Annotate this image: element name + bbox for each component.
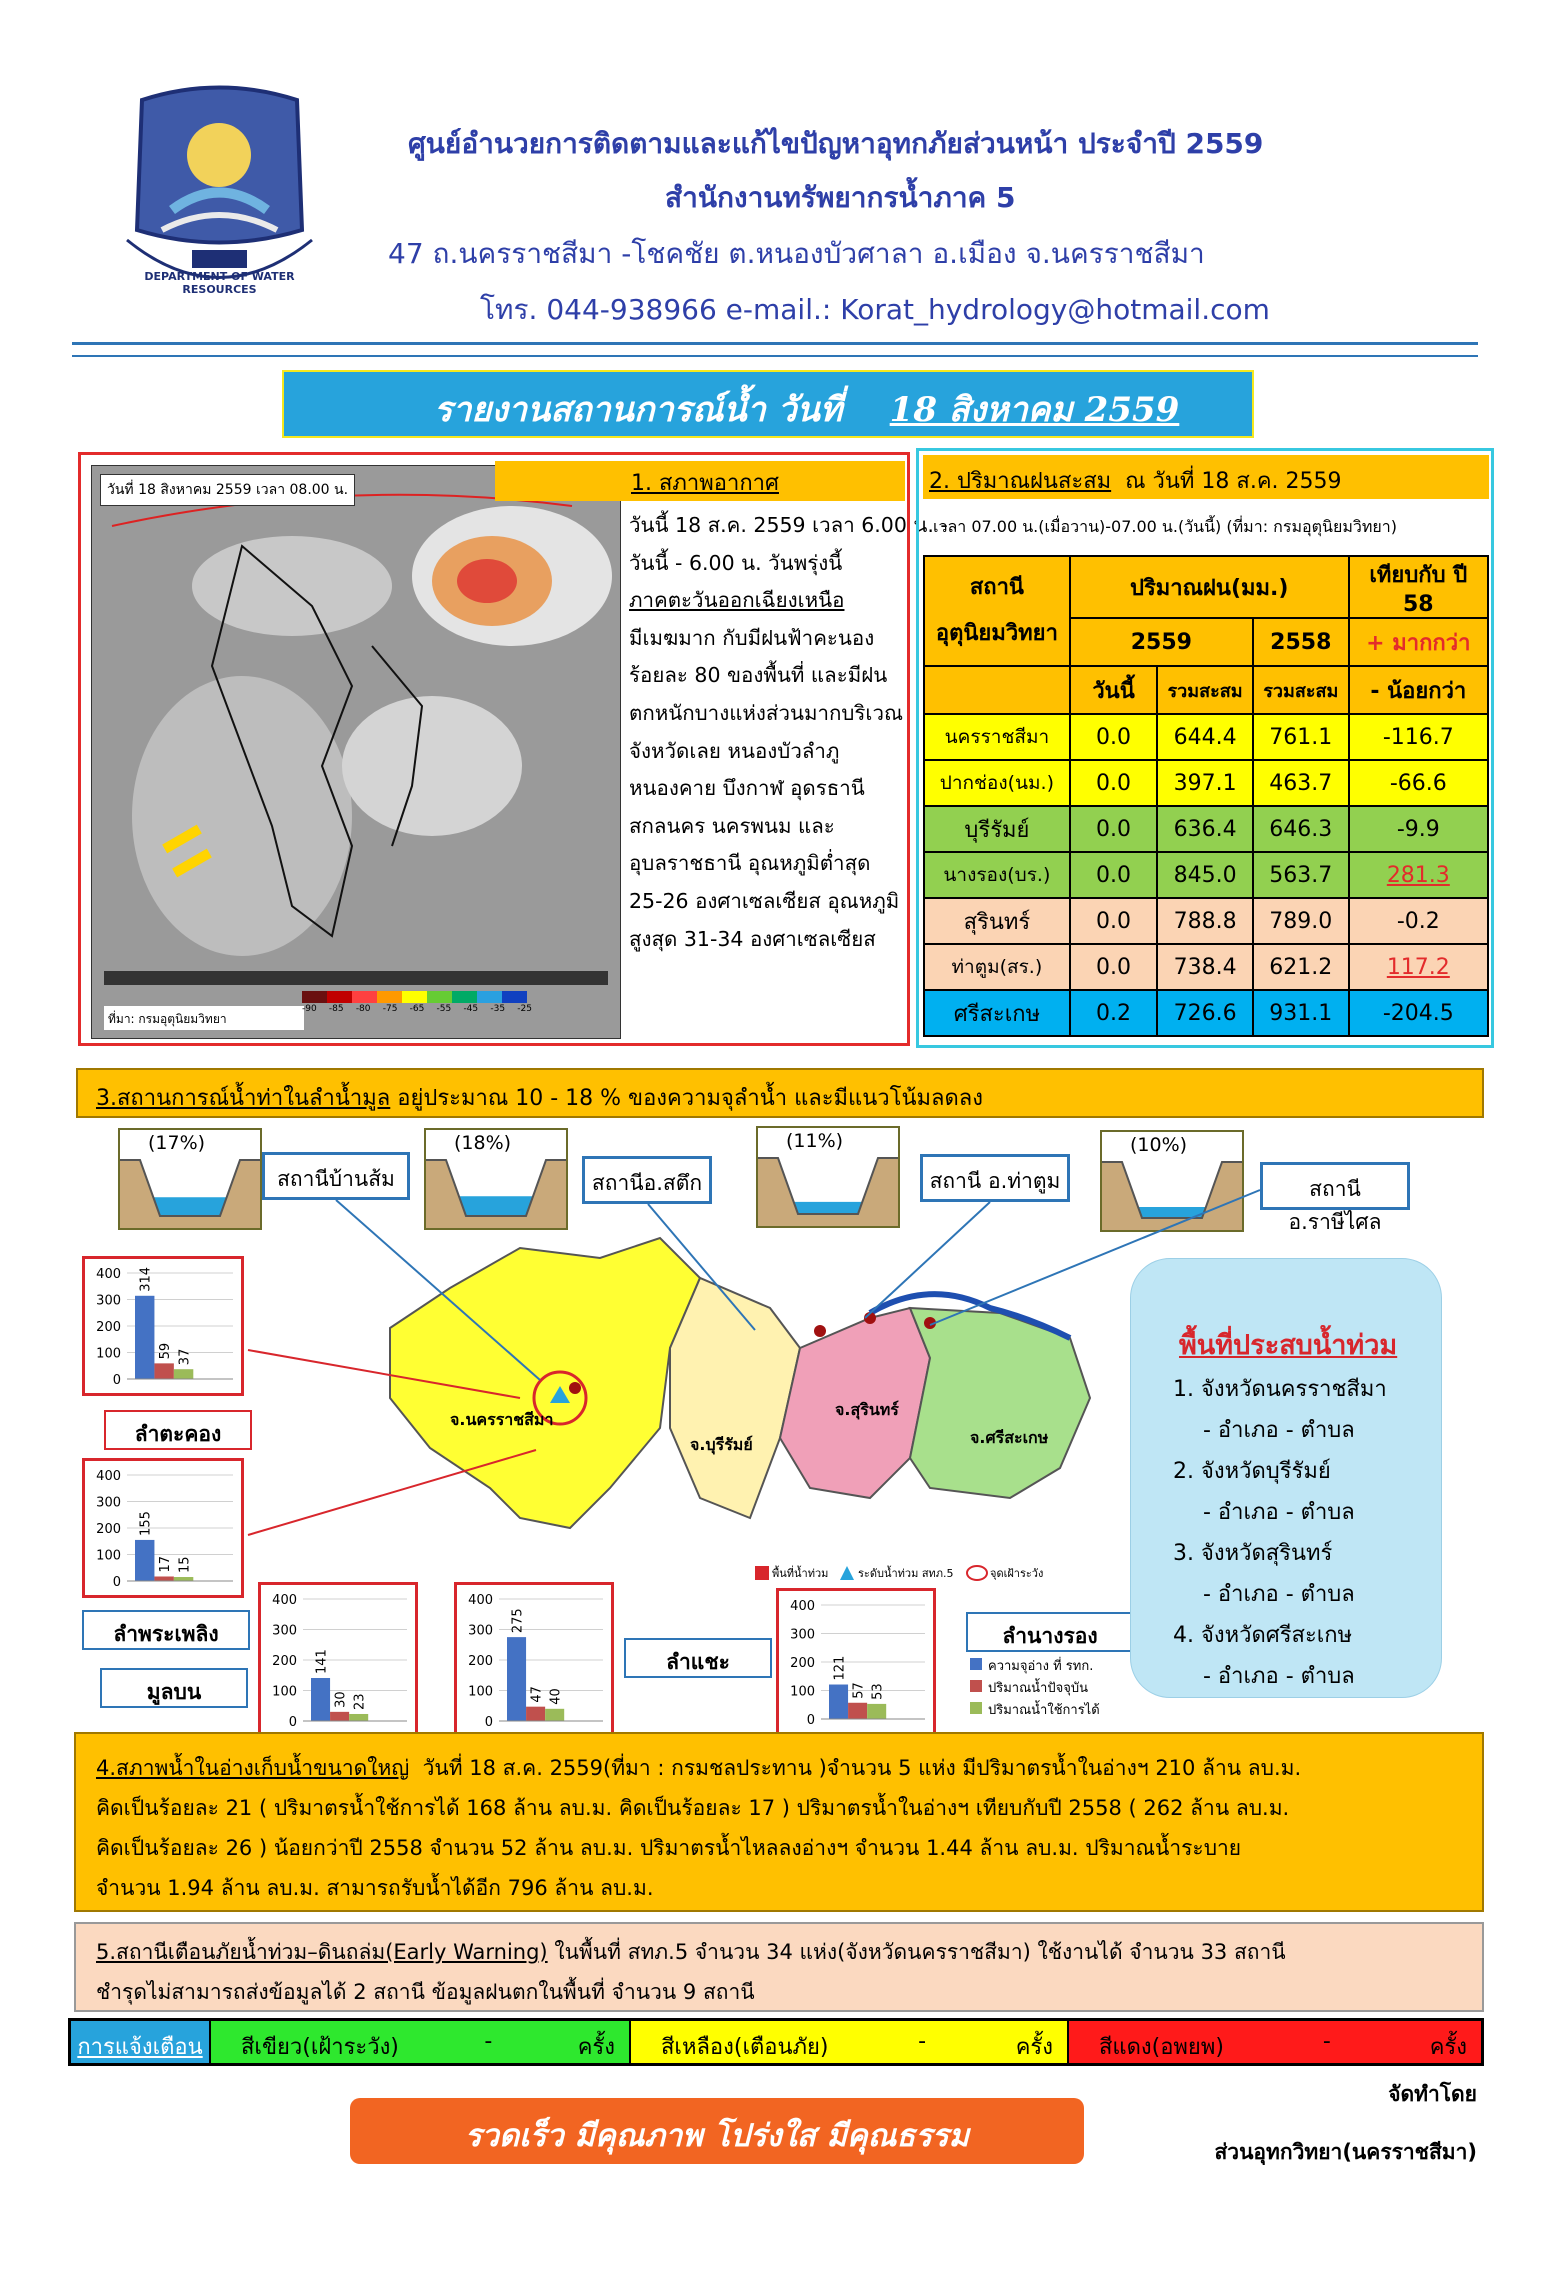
- reservoir-line-2: คิดเป็นร้อยละ 21 ( ปริมาตรน้ำใช้การได้ 168 ล้าน ลบ.ม. คิดเป็นร้อยละ 17 ) ปริมาตรน้ำในอ่างฯ เทียบกับปี 2558 ( 262 ล้าน ลบ.ม.: [96, 1796, 1290, 1820]
- station-label-rasi-salai: สถานีอ.ราษีไศล: [1260, 1162, 1410, 1210]
- y-tick-label: 300: [272, 1623, 297, 1639]
- satellite-scale-labels: -90 -85 -80 -75 -65 -55 -45 -35 -25: [302, 1004, 532, 1014]
- y-tick-label: 0: [806, 1713, 815, 1728]
- cum-2558-cell: 931.1: [1253, 990, 1349, 1036]
- warning-line-1: ในพื้นที่ สทภ.5 จำนวน 34 แห่ง(จังหวัดนครราชสีมา) ใช้งานได้ จำนวน 33 สถานี: [554, 1940, 1286, 1964]
- station-label-ban-som: สถานีบ้านส้ม: [262, 1152, 410, 1200]
- reservoir-bar-chart: [258, 1582, 418, 1738]
- reservoir-bar-chart: [454, 1582, 614, 1738]
- chart-legend: ความจุอ่าง ที่ รทก. ปริมาณน้ำปัจจุบัน ปริมาณน้ำใช้การได้: [970, 1656, 1100, 1722]
- bar: [135, 1540, 154, 1581]
- y-tick-label: 200: [272, 1654, 297, 1669]
- station-cell: สุรินทร์: [924, 898, 1070, 944]
- logo-text: DEPARTMENT OF WATER RESOURCES: [144, 270, 295, 296]
- y-tick-label: 300: [96, 1495, 121, 1511]
- station-label-satuek: สถานีอ.สตึก: [582, 1156, 712, 1204]
- cum-2558-cell: 621.2: [1253, 944, 1349, 990]
- cum-2558-cell: 789.0: [1253, 898, 1349, 944]
- weather-heading: 1. สภาพอากาศ: [631, 471, 779, 496]
- basin-label-lam-takhong: ลำตะคอง: [104, 1410, 252, 1450]
- bar: [507, 1637, 526, 1721]
- bar: [545, 1709, 564, 1721]
- river-capacity-percent: (18%): [454, 1132, 512, 1154]
- reservoir-bar-chart: [82, 1458, 244, 1598]
- footer-by: จัดทำโดย: [1388, 2082, 1477, 2106]
- header-center-name: ศูนย์อำนวยการติดตามและแก้ไขปัญหาอุทกภัยส่วนหน้า ประจำปี 2559: [408, 127, 1264, 160]
- diff-cell: 117.2: [1349, 944, 1488, 990]
- footer-org: ส่วนอุทกวิทยา(นครราชสีมา): [1214, 2140, 1477, 2164]
- header-contact: โทร. 044-938966 e-mail.: Korat_hydrology@hotmail.com: [480, 293, 1270, 326]
- satellite-map-caption: วันที่ 18 สิงหาคม 2559 เวลา 08.00 น.: [100, 474, 355, 506]
- province-label-sisaket: จ.ศรีสะเกษ: [970, 1428, 1049, 1447]
- province-label-buriram: จ.บุรีรัมย์: [690, 1435, 753, 1454]
- cum-2559-cell: 726.6: [1157, 990, 1253, 1036]
- bar: [154, 1363, 173, 1379]
- bar: [829, 1685, 848, 1719]
- bar: [526, 1707, 545, 1721]
- diff-cell: -0.2: [1349, 898, 1488, 944]
- diff-cell: -116.7: [1349, 714, 1488, 760]
- warning-heading: 5.สถานีเตือนภัยน้ำท่วม–ดินถล่ม(Early Warning): [96, 1940, 548, 1964]
- bar-value-label: 57: [851, 1682, 867, 1699]
- bar: [174, 1577, 193, 1581]
- y-tick-label: 200: [468, 1654, 493, 1669]
- warning-section: [74, 1922, 1484, 2012]
- bar-value-label: 314: [138, 1266, 154, 1292]
- station-cell: นครราชสีมา: [924, 714, 1070, 760]
- header-office-name: สำนักงานทรัพยากรน้ำภาค 5: [665, 181, 1016, 214]
- y-tick-label: 100: [96, 1548, 121, 1564]
- level-green: สีเขียว(เฝ้าระวัง) - ครั้ง: [211, 2021, 631, 2063]
- header-address: 47 ถ.นครราชสีมา -โชคชัย ต.หนองบัวศาลา อ.เมือง จ.นครราชสีมา: [388, 237, 1205, 270]
- bar-value-label: 30: [333, 1691, 349, 1708]
- y-tick-label: 0: [288, 1715, 297, 1730]
- diff-cell: 281.3: [1349, 852, 1488, 898]
- reservoir-section: [74, 1732, 1484, 1912]
- reservoir-line-1: วันที่ 18 ส.ค. 2559(ที่มา : กรมชลประทาน )จำนวน 5 แห่ง มีปริมาตรน้ำในอ่างฯ 210 ล้าน ลบ.ม.: [422, 1756, 1302, 1780]
- col-more: + มากกว่า: [1349, 618, 1488, 666]
- rainfall-note: เวลา 07.00 น.(เมื่อวาน)-07.00 น.(วันนี้) (ที่มา: กรมอุตุนิยมวิทยา): [933, 517, 1397, 536]
- col-rain-header: ปริมาณฝน(มม.): [1070, 556, 1349, 618]
- flood-area-panel: [1130, 1258, 1442, 1698]
- y-tick-label: 300: [468, 1623, 493, 1639]
- col-cum-2558: รวมสะสม: [1253, 666, 1349, 714]
- y-tick-label: 0: [484, 1715, 493, 1730]
- bar-value-label: 53: [870, 1683, 886, 1700]
- satellite-map-source: ที่มา: กรมอุตุนิยมวิทยา: [108, 1012, 227, 1026]
- today-cell: 0.0: [1070, 898, 1157, 944]
- province-label-surin: จ.สุรินทร์: [835, 1400, 899, 1419]
- y-tick-label: 300: [96, 1293, 121, 1309]
- flood-area-title: พื้นที่ประสบน้ำท่วม: [1179, 1330, 1398, 1361]
- y-tick-label: 400: [790, 1599, 815, 1614]
- today-cell: 0.2: [1070, 990, 1157, 1036]
- today-cell: 0.0: [1070, 944, 1157, 990]
- diff-cell: -9.9: [1349, 806, 1488, 852]
- reservoir-bar-chart: [776, 1588, 936, 1736]
- cum-2558-cell: 463.7: [1253, 760, 1349, 806]
- station-cell: ศรีสะเกษ: [924, 990, 1070, 1036]
- bar-value-label: 17: [158, 1555, 174, 1573]
- reservoir-line-4: จำนวน 1.94 ล้าน ลบ.ม. สามารถรับน้ำได้อีก 796 ล้าน ลบ.ม.: [96, 1876, 654, 1900]
- today-cell: 0.0: [1070, 852, 1157, 898]
- slogan-text: รวดเร็ว มีคุณภาพ โปร่งใส มีคุณธรรม: [464, 2118, 970, 2154]
- col-less: - น้อยกว่า: [1349, 666, 1488, 714]
- station-cell: นางรอง(บร.): [924, 852, 1070, 898]
- today-cell: 0.0: [1070, 760, 1157, 806]
- station-cell: บุรีรัมย์: [924, 806, 1070, 852]
- y-tick-label: 300: [790, 1627, 815, 1643]
- reservoir-bar-chart: [82, 1256, 244, 1396]
- y-tick-label: 100: [96, 1346, 121, 1362]
- river-capacity-percent: (11%): [786, 1130, 844, 1152]
- y-tick-label: 0: [112, 1373, 121, 1388]
- cum-2558-cell: 563.7: [1253, 852, 1349, 898]
- flood-area-list: 1. จังหวัดนครราชสีมา - อำเภอ - ตำบล 2. จังหวัดบุรีรัมย์ - อำเภอ - ตำบล 3. จังหวัดสุรินทร์ - อำเภอ - ตำบล 4. จังหวัดศรีสะเกษ - อำเภอ - ตำบล: [1173, 1377, 1387, 1689]
- weather-text: วันนี้ 18 ส.ค. 2559 เวลา 6.00 น. - วันนี้ - 6.00 น. วันพรุ่งนี้ ภาคตะวันออกเฉียงเหนือ มีเมฆมาก กับมีฝนฟ้าคะนอง ร้อยละ 80 ของพื้นที่ และมีฝน ตกหนักบางแห่งส่วนมากบริเวณ จังหวัดเลย หนองบัวลำภู หนองคาย บึงกาฬ อุดรธานี สกลนคร นครพนม และ อุบลราชธานี อุณหภูมิต่ำสุด 25-26 องศาเซลเซียส อุณหภูมิ สูงสุด 31-34 องศาเซลเซียส: [629, 513, 948, 951]
- station-cell: ท่าตูม(สร.): [924, 944, 1070, 990]
- river-heading: 3.สถานการณ์น้ำท่าในลำน้ำมูล: [96, 1086, 391, 1111]
- report-title-prefix: รายงานสถานการณ์น้ำ วันที่: [434, 390, 843, 430]
- level-red: สีแดง(อพยพ) - ครั้ง: [1069, 2021, 1481, 2063]
- rainfall-heading: 2. ปริมาณฝนสะสม ณ วันที่ 18 ส.ค. 2559: [929, 469, 1342, 494]
- y-tick-label: 100: [790, 1684, 815, 1700]
- y-tick-label: 0: [112, 1575, 121, 1590]
- bar: [311, 1678, 330, 1721]
- cum-2558-cell: 761.1: [1253, 714, 1349, 760]
- basin-label-lam-nang-rong: ลำนางรอง: [966, 1612, 1134, 1652]
- y-tick-label: 400: [272, 1593, 297, 1608]
- river-capacity-percent: (17%): [148, 1132, 206, 1154]
- river-text: อยู่ประมาณ 10 - 18 % ของความจุลำน้ำ และมีแนวโน้มลดลง: [397, 1086, 983, 1111]
- col-cum-2559: รวมสะสม: [1157, 666, 1253, 714]
- reservoir-heading: 4.สภาพน้ำในอ่างเก็บน้ำขนาดใหญ่: [96, 1756, 410, 1780]
- today-cell: 0.0: [1070, 714, 1157, 760]
- y-tick-label: 200: [96, 1320, 121, 1335]
- map-legend-flood: พื้นที่น้ำท่วม: [772, 1567, 829, 1580]
- cum-2558-cell: 646.3: [1253, 806, 1349, 852]
- bar-value-label: 59: [158, 1342, 174, 1360]
- warning-levels-bar: [68, 2018, 1484, 2066]
- bar-value-label: 47: [529, 1686, 545, 1703]
- report-title-date: 18 สิงหาคม 2559: [889, 390, 1180, 430]
- bar-value-label: 15: [177, 1556, 193, 1574]
- diff-cell: -204.5: [1349, 990, 1488, 1036]
- map-legend-level: ระดับน้ำท่วม สทภ.5: [858, 1567, 954, 1580]
- province-label-korat: จ.นครราชสีมา: [450, 1410, 554, 1429]
- y-tick-label: 200: [96, 1522, 121, 1537]
- y-tick-label: 200: [790, 1656, 815, 1671]
- cum-2559-cell: 636.4: [1157, 806, 1253, 852]
- col-compare-header: เทียบกับ ปี 58: [1349, 556, 1488, 618]
- basin-label-mun-bon: มูลบน: [100, 1668, 248, 1708]
- col-station-header: สถานี อุตุนิยมวิทยา: [924, 556, 1070, 666]
- bar-value-label: 37: [177, 1348, 193, 1366]
- station-label-tha-tum: สถานี อ.ท่าตูม: [920, 1154, 1070, 1202]
- bar-value-label: 23: [352, 1693, 368, 1710]
- y-tick-label: 400: [468, 1593, 493, 1608]
- today-cell: 0.0: [1070, 806, 1157, 852]
- diff-cell: -66.6: [1349, 760, 1488, 806]
- col-2559: 2559: [1070, 618, 1253, 666]
- level-yellow: สีเหลือง(เตือนภัย) - ครั้ง: [631, 2021, 1069, 2063]
- cum-2559-cell: 738.4: [1157, 944, 1253, 990]
- cum-2559-cell: 788.8: [1157, 898, 1253, 944]
- bar: [349, 1714, 368, 1721]
- basin-label-lam-chae: ลำแชะ: [624, 1638, 772, 1678]
- river-capacity-percent: (10%): [1130, 1134, 1188, 1156]
- bar: [154, 1576, 173, 1581]
- warning-line-2: ชำรุดไม่สามารถส่งข้อมูลได้ 2 สถานี ข้อมูลฝนตกในพื้นที่ จำนวน 9 สถานี: [96, 1980, 755, 2004]
- bar-value-label: 155: [138, 1511, 154, 1536]
- col-today: วันนี้: [1070, 666, 1157, 714]
- y-tick-label: 100: [468, 1684, 493, 1700]
- y-tick-label: 100: [272, 1684, 297, 1700]
- station-cell: ปากช่อง(นม.): [924, 760, 1070, 806]
- map-legend-watch: จุดเฝ้าระวัง: [990, 1567, 1044, 1580]
- slogan-banner: [350, 2098, 1084, 2164]
- bar: [330, 1712, 349, 1721]
- reservoir-line-3: คิดเป็นร้อยละ 26 ) น้อยกว่าปี 2558 จำนวน 52 ล้าน ลบ.ม. ปริมาตรน้ำไหลลงอ่างฯ จำนวน 1.44 ล้าน ลบ.ม. ปริมาณน้ำระบาย: [96, 1836, 1242, 1860]
- y-tick-label: 400: [96, 1469, 121, 1484]
- cum-2559-cell: 644.4: [1157, 714, 1253, 760]
- y-tick-label: 400: [96, 1267, 121, 1282]
- bar-value-label: 275: [510, 1608, 526, 1634]
- bar: [867, 1704, 886, 1719]
- cum-2559-cell: 397.1: [1157, 760, 1253, 806]
- notify-label: การแจ้งเตือน: [71, 2021, 211, 2063]
- col-2558: 2558: [1253, 618, 1349, 666]
- basin-label-lam-phra-phloeng: ลำพระเพลิง: [82, 1610, 250, 1650]
- bar: [848, 1703, 867, 1719]
- bar-value-label: 40: [548, 1688, 564, 1705]
- bar: [135, 1296, 154, 1379]
- bar: [174, 1369, 193, 1379]
- cum-2559-cell: 845.0: [1157, 852, 1253, 898]
- bar-value-label: 141: [314, 1649, 330, 1674]
- bar-value-label: 121: [832, 1655, 848, 1681]
